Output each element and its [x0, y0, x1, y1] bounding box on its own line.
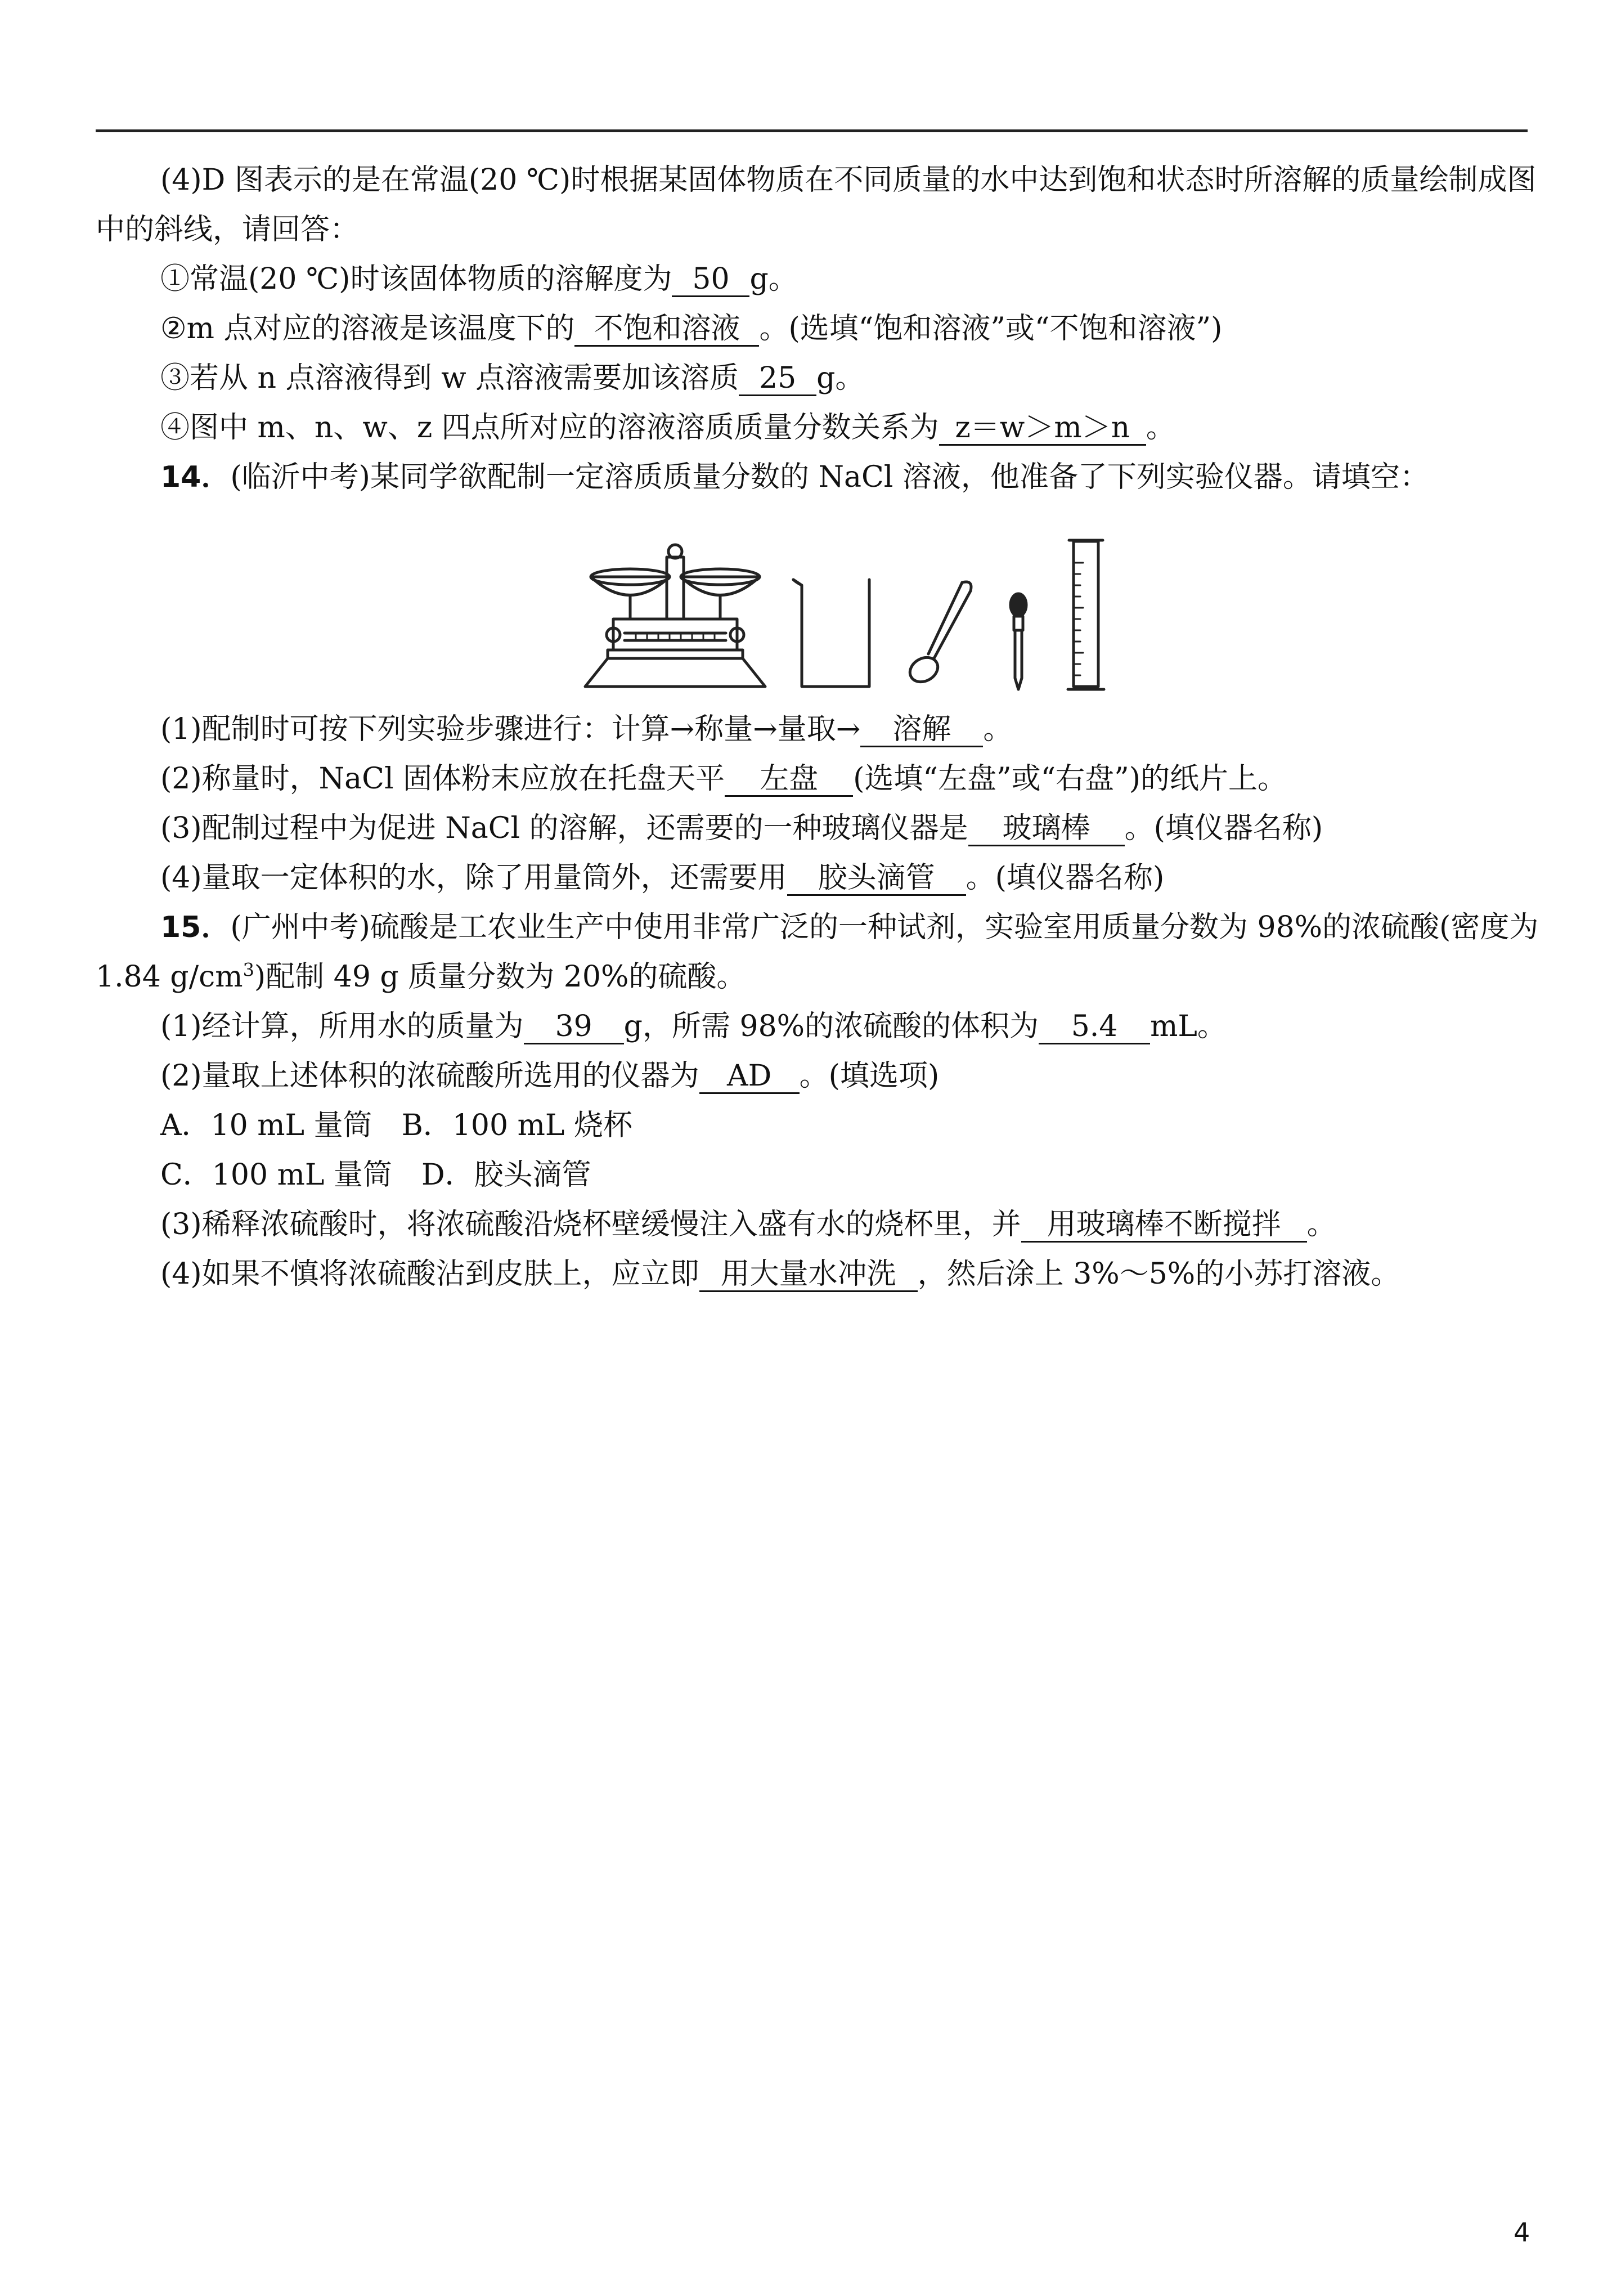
q13-4-sub1: ①常温(20 ℃)时该固体物质的溶解度为 50 g。 — [160, 262, 798, 296]
q15-p3: (3)稀释浓硫酸时，将浓硫酸沿烧杯壁缓慢注入盛有水的烧杯里，并 用玻璃棒不断搅拌 。 — [160, 1208, 1336, 1241]
q15-options-ab: A．10 mL 量筒 B．100 mL 烧杯 — [160, 1109, 632, 1142]
q13-4-intro-line1: (4)D 图表示的是在常温(20 ℃)时根据某固体物质在不同质量的水中达到饱和状态时所溶解的质量绘制成图 — [160, 163, 1537, 197]
answer-blank: 39 — [524, 1010, 624, 1044]
beaker-icon — [793, 580, 869, 687]
q15-p1: (1)经计算，所用水的质量为 39 g，所需 98%的浓硫酸的体积为 5.4 mL。 — [160, 1010, 1227, 1043]
q15-p2: (2)量取上述体积的浓硫酸所选用的仪器为 AD 。(填选项) — [160, 1059, 940, 1093]
q13-4-sub4: ④图中 m、n、w、z 四点所对应的溶液溶质质量分数关系为 z＝w＞m＞n 。 — [160, 411, 1175, 445]
q15-p4: (4)如果不慎将浓硫酸沾到皮肤上，应立即 用大量水冲洗 ，然后涂上 3%～5%的小苏打溶液。 — [160, 1257, 1400, 1291]
question-number: 14． — [160, 460, 231, 494]
answer-blank: 左盘 — [725, 763, 853, 797]
answer-blank: 不饱和溶液 — [574, 312, 759, 347]
answer-blank: 玻璃棒 — [968, 812, 1125, 846]
balance-icon — [585, 545, 765, 687]
answer-blank: 用大量水冲洗 — [699, 1258, 918, 1292]
answer-blank: 用玻璃棒不断搅拌 — [1021, 1208, 1307, 1243]
q14-p1: (1)配制时可按下列实验步骤进行：计算→称量→量取→ 溶解 。 — [160, 712, 1013, 746]
q15-stem-line2: 1.84 $g/cm^3$)配制 49 g 质量分数为 20%的硫酸。 — [96, 959, 746, 994]
answer-blank: 5.4 — [1039, 1010, 1150, 1044]
q13-4-sub3: ③若从 n 点溶液得到 w 点溶液需要加该溶质 25 g。 — [160, 361, 865, 395]
q14-p2: (2)称量时，NaCl 固体粉末应放在托盘天平 左盘 (选填“左盘”或“右盘”)的纸片上。 — [160, 762, 1287, 796]
answer-blank: AD — [699, 1060, 800, 1094]
dropper-icon — [1011, 594, 1026, 689]
answer-blank: 溶解 — [860, 713, 983, 747]
q15-options-cd: C．100 mL 量筒 D．胶头滴管 — [160, 1158, 591, 1192]
answer-blank: 50 — [672, 263, 749, 297]
answer-blank: z＝w＞m＞n — [939, 411, 1146, 446]
q14-p3: (3)配制过程中为促进 NaCl 的溶解，还需要的一种玻璃仪器是 玻璃棒 。(填仪器名称) — [160, 811, 1323, 845]
q15-stem-line1: 15．(广州中考)硫酸是工农业生产中使用非常广泛的一种试剂，实验室用质量分数为 98%的浓硫酸(密度为 — [160, 911, 1539, 944]
q13-4-intro-line2: 中的斜线，请回答： — [96, 213, 360, 246]
header-rule — [96, 129, 1528, 132]
q14-p4: (4)量取一定体积的水，除了用量筒外，还需要用 胶头滴管 。(填仪器名称) — [160, 861, 1165, 895]
q13-4-sub2: ②m 点对应的溶液是该温度下的 不饱和溶液 。(选填“饱和溶液”或“不饱和溶液”) — [160, 312, 1223, 346]
page-number: 4 — [1514, 2217, 1530, 2248]
question-number: 15． — [160, 911, 231, 944]
lab-apparatus-illustration — [574, 529, 1137, 698]
answer-blank: 25 — [739, 362, 816, 396]
q14-stem: 14．(临沂中考)某同学欲配制一定溶质质量分数的 NaCl 溶液，他准备了下列实验仪器。请填空： — [160, 460, 1429, 494]
spatula-icon — [905, 582, 971, 687]
answer-blank: 胶头滴管 — [787, 862, 966, 896]
graduated-cylinder-icon — [1068, 540, 1104, 689]
